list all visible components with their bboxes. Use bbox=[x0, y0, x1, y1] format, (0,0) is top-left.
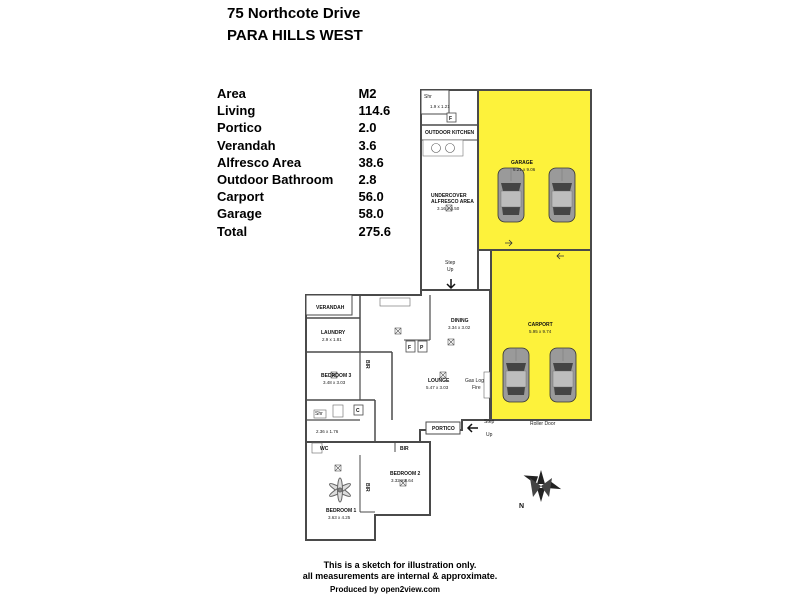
f-label-top: F bbox=[449, 116, 453, 122]
garage-car-right bbox=[549, 168, 575, 222]
bedroom1-label: BEDROOM 1 bbox=[326, 508, 357, 514]
step-up-front-arrow-icon bbox=[468, 424, 478, 432]
area-row-name: Garage bbox=[217, 206, 262, 222]
laundry-label: LAUNDRY bbox=[321, 330, 346, 336]
area-row-name: Total bbox=[217, 223, 248, 239]
carport-dim: 5.95 x 9.74 bbox=[529, 329, 552, 334]
area-row-value: 114.6 bbox=[358, 103, 391, 119]
area-row-name: Portico bbox=[217, 120, 262, 136]
step-up-label: Step bbox=[445, 260, 456, 266]
lounge-dim: 5.47 x 3.03 bbox=[426, 385, 449, 390]
garage-dim: 6.21 x 9.06 bbox=[513, 167, 536, 172]
undercover-label: UNDERCOVER bbox=[431, 193, 467, 199]
bath-dim: 2.36 x 1.76 bbox=[316, 429, 339, 434]
wc-label: WC bbox=[320, 446, 329, 452]
address-street: 75 Northcote Drive bbox=[227, 5, 361, 22]
garage-label: GARAGE bbox=[511, 160, 533, 166]
outdoor-kitchen-label: OUTDOOR KITCHEN bbox=[425, 130, 475, 136]
bedroom2-label: BEDROOM 2 bbox=[390, 471, 421, 477]
shr-dim: 1.9 x 1.21 bbox=[430, 104, 450, 109]
bedroom3-dim: 3.48 x 3.03 bbox=[323, 380, 346, 385]
disclaimer-line2: all measurements are internal & approximate. bbox=[302, 571, 498, 581]
compass-north-label: N bbox=[519, 503, 525, 510]
lounge-label: LOUNGE bbox=[428, 378, 450, 384]
c-label: C bbox=[356, 408, 360, 414]
verandah-label: VERANDAH bbox=[316, 305, 345, 311]
area-row-value: 38.6 bbox=[358, 154, 384, 170]
bir-label-bed3: BIR bbox=[364, 360, 370, 369]
compass-icon bbox=[522, 470, 562, 502]
area-row-name: Living bbox=[217, 103, 256, 119]
carport-label: CARPORT bbox=[528, 322, 553, 328]
alfresco-label: ALFRESCO AREA bbox=[431, 199, 474, 205]
unit-col-header: M2 bbox=[358, 86, 377, 101]
carport-car-right bbox=[550, 348, 576, 402]
bedroom3-label: BEDROOM 3 bbox=[321, 373, 352, 379]
area-row-value: 2.8 bbox=[358, 171, 377, 187]
dining-dim: 3.34 x 3.02 bbox=[448, 325, 471, 330]
produced-by: Produced by open2view.com bbox=[330, 585, 440, 594]
bedroom2-dim: 3.32 x 3.64 bbox=[391, 478, 414, 483]
bir-label-bed1: BIR bbox=[364, 483, 370, 492]
step-up-label-2: Up bbox=[447, 267, 454, 273]
carport-car-left bbox=[503, 348, 529, 402]
area-row-value: 58.0 bbox=[358, 206, 384, 222]
roller-door-label: Roller Door bbox=[530, 421, 556, 427]
laundry-dim: 2.9 x 1.81 bbox=[322, 337, 342, 342]
area-row-value: 56.0 bbox=[358, 189, 384, 205]
area-row-name: Carport bbox=[217, 189, 264, 205]
bedroom1-dim: 3.63 x 4.25 bbox=[328, 515, 351, 520]
address-suburb: PARA HILLS WEST bbox=[227, 27, 363, 44]
area-row-value: 275.6 bbox=[358, 223, 392, 239]
fire-label: Fire bbox=[472, 385, 481, 391]
bir-label-bed2: BIR bbox=[400, 446, 409, 452]
garage-car-left bbox=[498, 168, 524, 222]
p-label: P bbox=[420, 345, 424, 351]
area-col-header: Area bbox=[217, 86, 246, 101]
dining-label: DINING bbox=[451, 318, 469, 324]
gas-log-label: Gas Log bbox=[465, 378, 484, 384]
area-row-name: Outdoor Bathroom bbox=[217, 171, 334, 187]
area-row-value: 2.0 bbox=[358, 120, 377, 136]
step-up-front-label-2: Up bbox=[486, 432, 493, 438]
f-label: F bbox=[408, 345, 412, 351]
disclaimer-line1: This is a sketch for illustration only. bbox=[323, 560, 477, 570]
area-row-name: Verandah bbox=[217, 137, 276, 153]
shr-label: Shr bbox=[424, 94, 432, 100]
undercover-dim: 3.16 x 6.50 bbox=[437, 206, 460, 211]
area-row-name: Alfresco Area bbox=[217, 154, 302, 170]
portico-label: PORTICO bbox=[432, 426, 455, 432]
shr2-label: Shr bbox=[315, 411, 323, 417]
area-row-value: 3.6 bbox=[358, 137, 377, 153]
step-up-front-label: Step bbox=[484, 419, 495, 425]
